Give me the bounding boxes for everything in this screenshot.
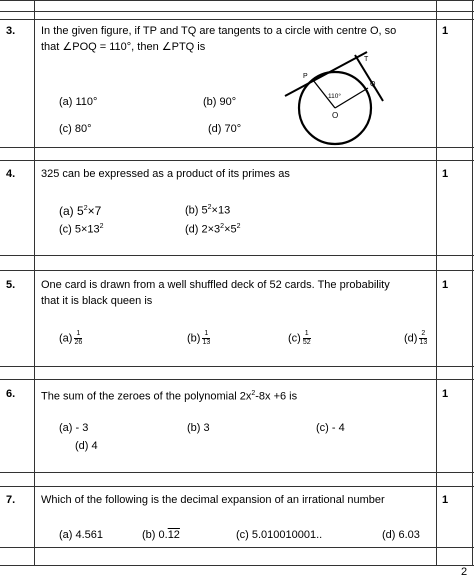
option-base: 5 xyxy=(201,204,208,217)
option-label: (a) xyxy=(59,332,73,345)
option-label: (b) xyxy=(185,204,202,217)
denominator: 13 xyxy=(202,339,211,346)
option-exponent: 2 xyxy=(236,223,241,230)
option-exponent: 2 xyxy=(207,204,212,211)
question-number: 4. xyxy=(6,168,16,180)
row-divider xyxy=(0,147,474,148)
option-base: 5 xyxy=(77,204,84,218)
question-number: 5. xyxy=(6,279,16,291)
row-divider xyxy=(0,270,474,271)
label-p: P xyxy=(303,73,308,80)
denominator: 26 xyxy=(74,339,83,346)
option-d[interactable] xyxy=(185,223,241,236)
label-t: T xyxy=(364,56,369,63)
question-text-line: that it is black queen is xyxy=(41,295,153,307)
row-divider xyxy=(0,486,474,487)
marks: 1 xyxy=(442,25,449,37)
option-rest: ×5 xyxy=(224,223,237,236)
option-a[interactable]: (a) - 3 xyxy=(59,422,89,434)
row-divider xyxy=(0,379,474,380)
option-b[interactable]: (b) 90° xyxy=(203,96,237,108)
option-c[interactable]: (c) 5.010010001.. xyxy=(236,529,323,541)
fraction xyxy=(74,330,82,347)
numerator: 2 xyxy=(421,330,426,337)
option-d[interactable]: (d) 4 xyxy=(75,440,98,452)
denominator: 52 xyxy=(302,339,311,346)
option-d[interactable]: (d) 70° xyxy=(208,123,242,135)
tangent-circle-figure xyxy=(280,48,400,148)
marks: 1 xyxy=(442,168,449,180)
marks: 1 xyxy=(442,388,449,400)
table-border-right xyxy=(472,0,473,566)
question-text-part: The sum of the zeroes of the polynomial 2x xyxy=(41,390,252,403)
option-label: (c) 5×13 xyxy=(59,223,100,236)
option-d[interactable] xyxy=(404,330,427,347)
fraction xyxy=(419,330,427,347)
row-divider xyxy=(0,366,474,367)
question-number: 6. xyxy=(6,388,16,400)
marks: 1 xyxy=(442,279,449,291)
fraction xyxy=(202,330,210,347)
option-label: (b) xyxy=(187,332,201,345)
row-divider xyxy=(0,255,474,256)
option-label: (d) 2×3 xyxy=(185,223,221,236)
question-text-line: In the given figure, if TP and TQ are tangents to a circle with centre O, so xyxy=(41,25,397,37)
column-divider xyxy=(34,0,35,566)
option-b[interactable]: (b) 3 xyxy=(187,422,210,434)
question-number: 3. xyxy=(6,25,16,37)
option-d[interactable]: (d) 6.03 xyxy=(382,529,420,541)
option-exponent: 2 xyxy=(83,205,88,212)
numerator: 1 xyxy=(76,330,81,337)
option-c[interactable]: (c) 80° xyxy=(59,123,92,135)
row-divider xyxy=(0,472,474,473)
repeating-digits: 12 xyxy=(167,529,180,541)
numerator: 1 xyxy=(204,330,209,337)
option-c[interactable]: (c) - 4 xyxy=(316,422,345,434)
option-a[interactable]: (a) 110° xyxy=(59,96,98,108)
option-b[interactable] xyxy=(185,204,230,217)
question-number: 7. xyxy=(6,494,16,506)
column-divider xyxy=(436,0,437,566)
option-exponent: 2 xyxy=(99,223,104,230)
option-label: (b) 0. xyxy=(142,529,168,541)
option-rest: ×7 xyxy=(87,204,102,218)
denominator: 13 xyxy=(419,339,428,346)
row-divider xyxy=(0,160,474,161)
tangent-tp xyxy=(285,52,367,96)
option-a[interactable]: (a) 4.561 xyxy=(59,529,104,541)
option-c[interactable] xyxy=(59,223,104,236)
question-text-part: -8x +6 is xyxy=(255,390,298,403)
question-text xyxy=(41,386,436,405)
table-border-top xyxy=(0,0,474,1)
question-text: Which of the following is the decimal expansion of an irrational number xyxy=(41,494,385,506)
option-label: (a) xyxy=(59,204,77,218)
option-c[interactable] xyxy=(288,330,311,347)
question-text xyxy=(41,277,436,309)
angle-label: 110° xyxy=(328,93,341,100)
option-exponent: 2 xyxy=(220,223,225,230)
option-a[interactable] xyxy=(59,330,82,347)
option-b[interactable] xyxy=(142,529,180,541)
exponent: 2 xyxy=(251,390,256,397)
option-b[interactable] xyxy=(187,330,210,347)
label-o: O xyxy=(332,111,339,120)
row-divider xyxy=(0,547,474,548)
question-text-line: that ∠POQ = 110°, then ∠PTQ is xyxy=(41,41,206,53)
marks: 1 xyxy=(442,494,449,506)
numerator: 1 xyxy=(304,330,309,337)
label-q: Q xyxy=(370,81,376,88)
question-text: 325 can be expressed as a product of its primes as xyxy=(41,168,290,180)
option-a[interactable] xyxy=(59,204,101,218)
table-border-bottom xyxy=(0,565,474,566)
question-text-line: One card is drawn from a well shuffled deck of 52 cards. The probability xyxy=(41,279,390,291)
fraction xyxy=(303,330,311,347)
option-label: (c) xyxy=(288,332,301,345)
page-number: 2 xyxy=(461,566,468,578)
row-divider xyxy=(0,19,474,20)
option-label: (d) xyxy=(404,332,418,345)
option-rest: ×13 xyxy=(211,204,231,217)
row-divider xyxy=(0,11,474,12)
